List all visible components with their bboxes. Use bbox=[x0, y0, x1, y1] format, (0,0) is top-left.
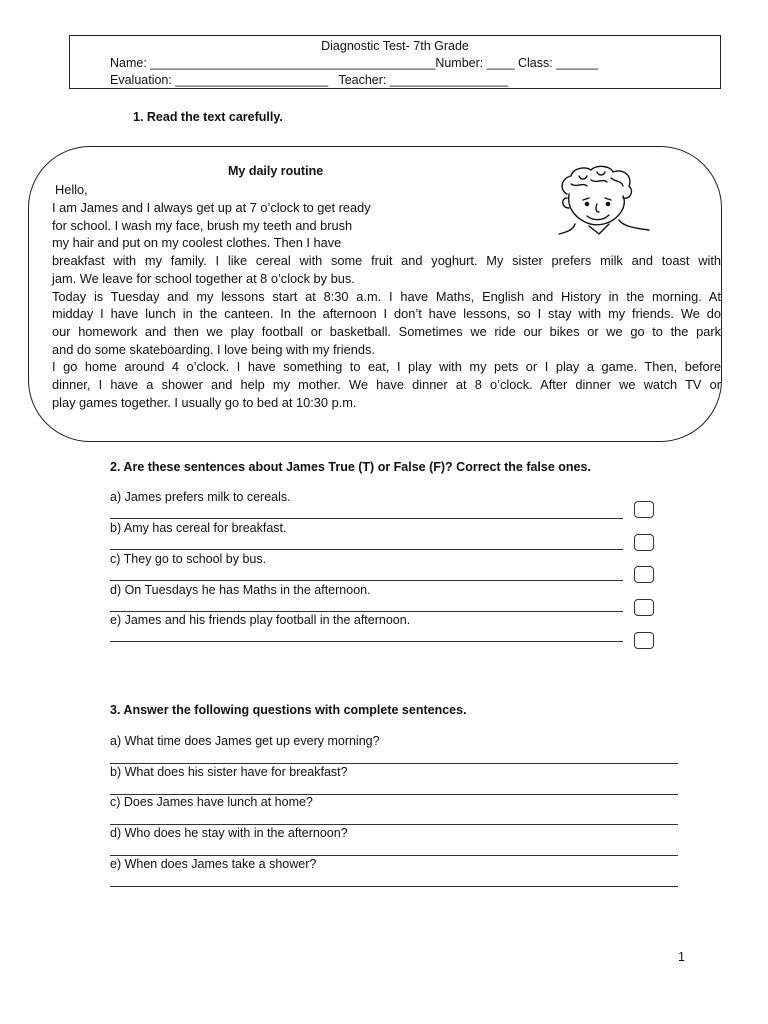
correction-line[interactable] bbox=[110, 549, 623, 550]
tf-answer-box-d[interactable] bbox=[634, 599, 654, 616]
reading-line: I am James and I always get up at 7 o’clock to get ready bbox=[52, 200, 371, 215]
section1-heading: 1. Read the text carefully. bbox=[133, 110, 283, 124]
answer-line[interactable] bbox=[110, 824, 678, 825]
greeting: Hello, bbox=[55, 182, 88, 197]
question-d: d) Who does he stay with in the afternoon? bbox=[110, 826, 348, 840]
tf-statement-b: b) Amy has cereal for breakfast. bbox=[110, 521, 287, 535]
tf-answer-box-e[interactable] bbox=[634, 632, 654, 649]
reading-line: our homework and then we play football or basketball. Sometimes we ride our bikes or we go to the park bbox=[52, 323, 721, 339]
tf-answer-box-a[interactable] bbox=[634, 501, 654, 518]
correction-line[interactable] bbox=[110, 518, 623, 519]
correction-line[interactable] bbox=[110, 641, 623, 642]
reading-line: breakfast with my family. I like cereal with some fruit and yoghurt. My sister prefers milk and toast with bbox=[52, 253, 721, 269]
reading-line: jam. We leave for school together at 8 o’clock by bus. bbox=[52, 270, 355, 286]
reading-line: play games together. I usually go to bed at 10:30 p.m. bbox=[52, 394, 357, 410]
answer-line[interactable] bbox=[110, 886, 678, 887]
question-c: c) Does James have lunch at home? bbox=[110, 795, 313, 809]
reading-line: for school. I wash my face, brush my teeth and brush bbox=[52, 217, 353, 233]
test-title: Diagnostic Test- 7th Grade bbox=[321, 39, 469, 53]
reading-title: My daily routine bbox=[228, 164, 324, 178]
evaluation-teacher-line: Evaluation: ______________________ Teacher: _________________ bbox=[110, 73, 509, 87]
tf-answer-box-b[interactable] bbox=[634, 534, 654, 551]
boy-face-illustration bbox=[553, 164, 657, 236]
answer-line[interactable] bbox=[110, 855, 678, 856]
tf-answer-box-c[interactable] bbox=[634, 566, 654, 583]
reading-line: I go home around 4 o’clock. I have something to eat, I play with my pets or I play a game. Then, before bbox=[52, 359, 721, 375]
header-box bbox=[69, 35, 721, 89]
reading-line: Today is Tuesday and my lessons start at 8:30 a.m. I have Maths, English and History in the morning. At bbox=[52, 288, 721, 304]
question-e: e) When does James take a shower? bbox=[110, 857, 317, 871]
reading-line: midday I have lunch in the canteen. In the afternoon I don’t have lessons, so I stay with my friends. We do bbox=[52, 306, 721, 322]
reading-line: and do some skateboarding. I love being with my friends. bbox=[52, 341, 375, 357]
answer-line[interactable] bbox=[110, 763, 678, 764]
reading-line: dinner, I have a shower and help my mother. We have dinner at 8 o’clock. After dinner we watch TV or bbox=[52, 377, 721, 392]
name-number-class-line: Name: _________________________________________Number: ____ Class: ______ bbox=[110, 56, 598, 70]
page-number: 1 bbox=[678, 950, 685, 964]
correction-line[interactable] bbox=[110, 611, 623, 612]
tf-statement-a: a) James prefers milk to cereals. bbox=[110, 490, 291, 504]
question-b: b) What does his sister have for breakfast? bbox=[110, 765, 348, 779]
tf-statement-c: c) They go to school by bus. bbox=[110, 552, 267, 566]
section3-heading: 3. Answer the following questions with complete sentences. bbox=[110, 703, 467, 717]
reading-line: my hair and put on my coolest clothes. Then I have bbox=[52, 235, 342, 251]
question-a: a) What time does James get up every morning? bbox=[110, 734, 380, 748]
correction-line[interactable] bbox=[110, 580, 623, 581]
section2-heading: 2. Are these sentences about James True (T) or False (F)? Correct the false ones. bbox=[110, 460, 591, 474]
tf-statement-e: e) James and his friends play football in the afternoon. bbox=[110, 613, 411, 627]
tf-statement-d: d) On Tuesdays he has Maths in the afternoon. bbox=[110, 583, 371, 597]
